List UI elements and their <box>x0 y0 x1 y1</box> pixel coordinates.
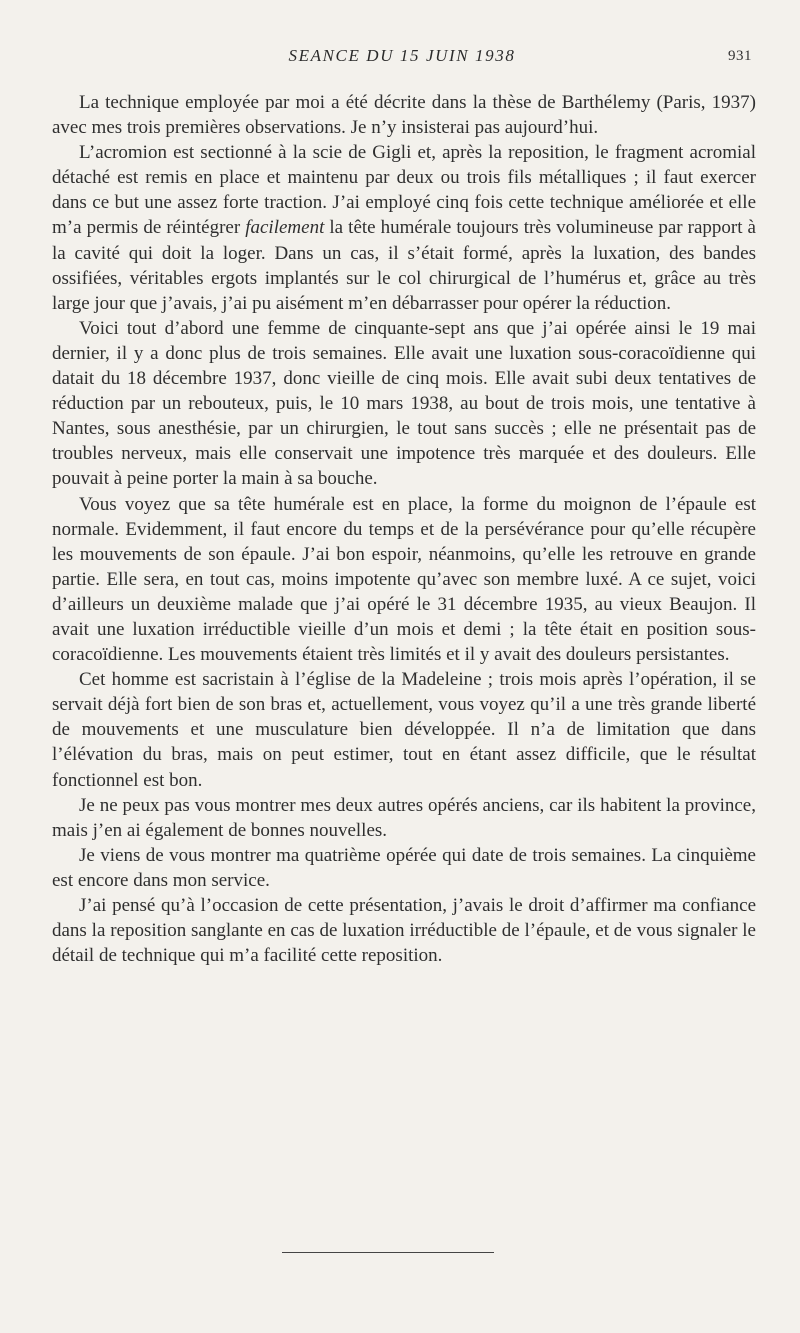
paragraph-8: J’ai pensé qu’à l’occasion de cette présentation, j’avais le droit d’affirmer ma confiance dans la reposition sanglante en cas de luxation irréductible de l’épaule, et de vous signaler le détail de technique qui m’a facilité cette reposition. <box>52 895 756 967</box>
page-header <box>52 46 752 70</box>
body-text <box>52 90 756 968</box>
paragraph-1: La technique employée par moi a été décrite dans la thèse de Barthélemy (Paris, 1937) avec mes trois premières observations. Je n’y insisterai pas aujourd’hui. <box>52 92 756 139</box>
paragraph-5: Cet homme est sacristain à l’église de la Madeleine ; trois mois après l’opération, il se servait déjà fort bien de son bras et, actuellement, vous voyez qu’il a une très grande liberté de mouvements et une musculature bien développée. Il n’a de limitation que dans l’élévation du bras, mais on peut estimer, tout en étant assez difficile, que le résultat fonctionnel est bon. <box>52 669 756 791</box>
end-rule <box>282 1252 494 1253</box>
paragraph-6: Je ne peux pas vous montrer mes deux autres opérés anciens, car ils habitent la province, mais j’en ai également de bonnes nouvelles. <box>52 794 756 841</box>
paragraph-7: Je viens de vous montrer ma quatrième opérée qui date de trois semaines. La cinquième est encore dans mon service. <box>52 844 756 891</box>
paragraph-4: Vous voyez que sa tête humérale est en place, la forme du moignon de l’épaule est normale. Evidemment, il faut encore du temps et de la persévérance pour qu’elle récupère les mouvements de son épaule. J’ai bon espoir, néanmoins, qu’elle les retrouve en grande partie. Elle sera, en tout cas, moins impotente qu’avec son membre luxé. A ce sujet, voici d’ailleurs un deuxième malade que j’ai opéré le 31 décembre 1935, au vieux Beaujon. Il avait une luxation irréductible vieille d’un mois et demi ; la tête était en position sous-coracoïdienne. Les mouvements étaient très limités et il y avait des douleurs persistantes. <box>52 493 756 666</box>
paragraph-2-emphasis: facilement <box>245 217 325 239</box>
paragraph-2-part-b: la tête humérale toujours très volumineuse par rapport à la cavité qui doit la loger. Dans un cas, il s’était formé, après la luxation, des bandes ossifiées, véritables ergots implantés sur le col chirurgical de l’humérus et, grâce au très large jour que j’avais, j’ai pu aisément m’en débarrasser pour opérer la réduction. <box>52 217 756 314</box>
paragraph-2-part-a: L’acromion est sectionné à la scie de Gigli et, après la reposition, le fragment acromial détaché est remis en place et maintenu par deux ou trois fils métalliques ; il faut exercer dans ce but une assez forte traction. J’ai employé cinq fois cette technique améliorée et elle m’a permis de réintégrer <box>52 142 756 239</box>
running-title: SEANCE DU 15 JUIN 1938 <box>288 46 516 65</box>
paragraph-3: Voici tout d’abord une femme de cinquante-sept ans que j’ai opérée ainsi le 19 mai dernier, il y a donc plus de trois semaines. Elle avait une luxation sous-coracoïdienne qui datait du 18 décembre 1937, donc vieille de cinq mois. Elle avait subi deux tentatives de réduction par un rebouteux, puis, le 10 mars 1938, au bout de trois mois, une tentative à Nantes, sous anesthésie, par un chirurgien, le tout sans succès ; elle ne présentait pas de troubles nerveux, mais elle conservait une impotence très marquée et des douleurs. Elle pouvait à peine porter la main à sa bouche. <box>52 317 756 490</box>
page-number: 931 <box>728 48 752 64</box>
paragraph-2 <box>52 140 756 316</box>
